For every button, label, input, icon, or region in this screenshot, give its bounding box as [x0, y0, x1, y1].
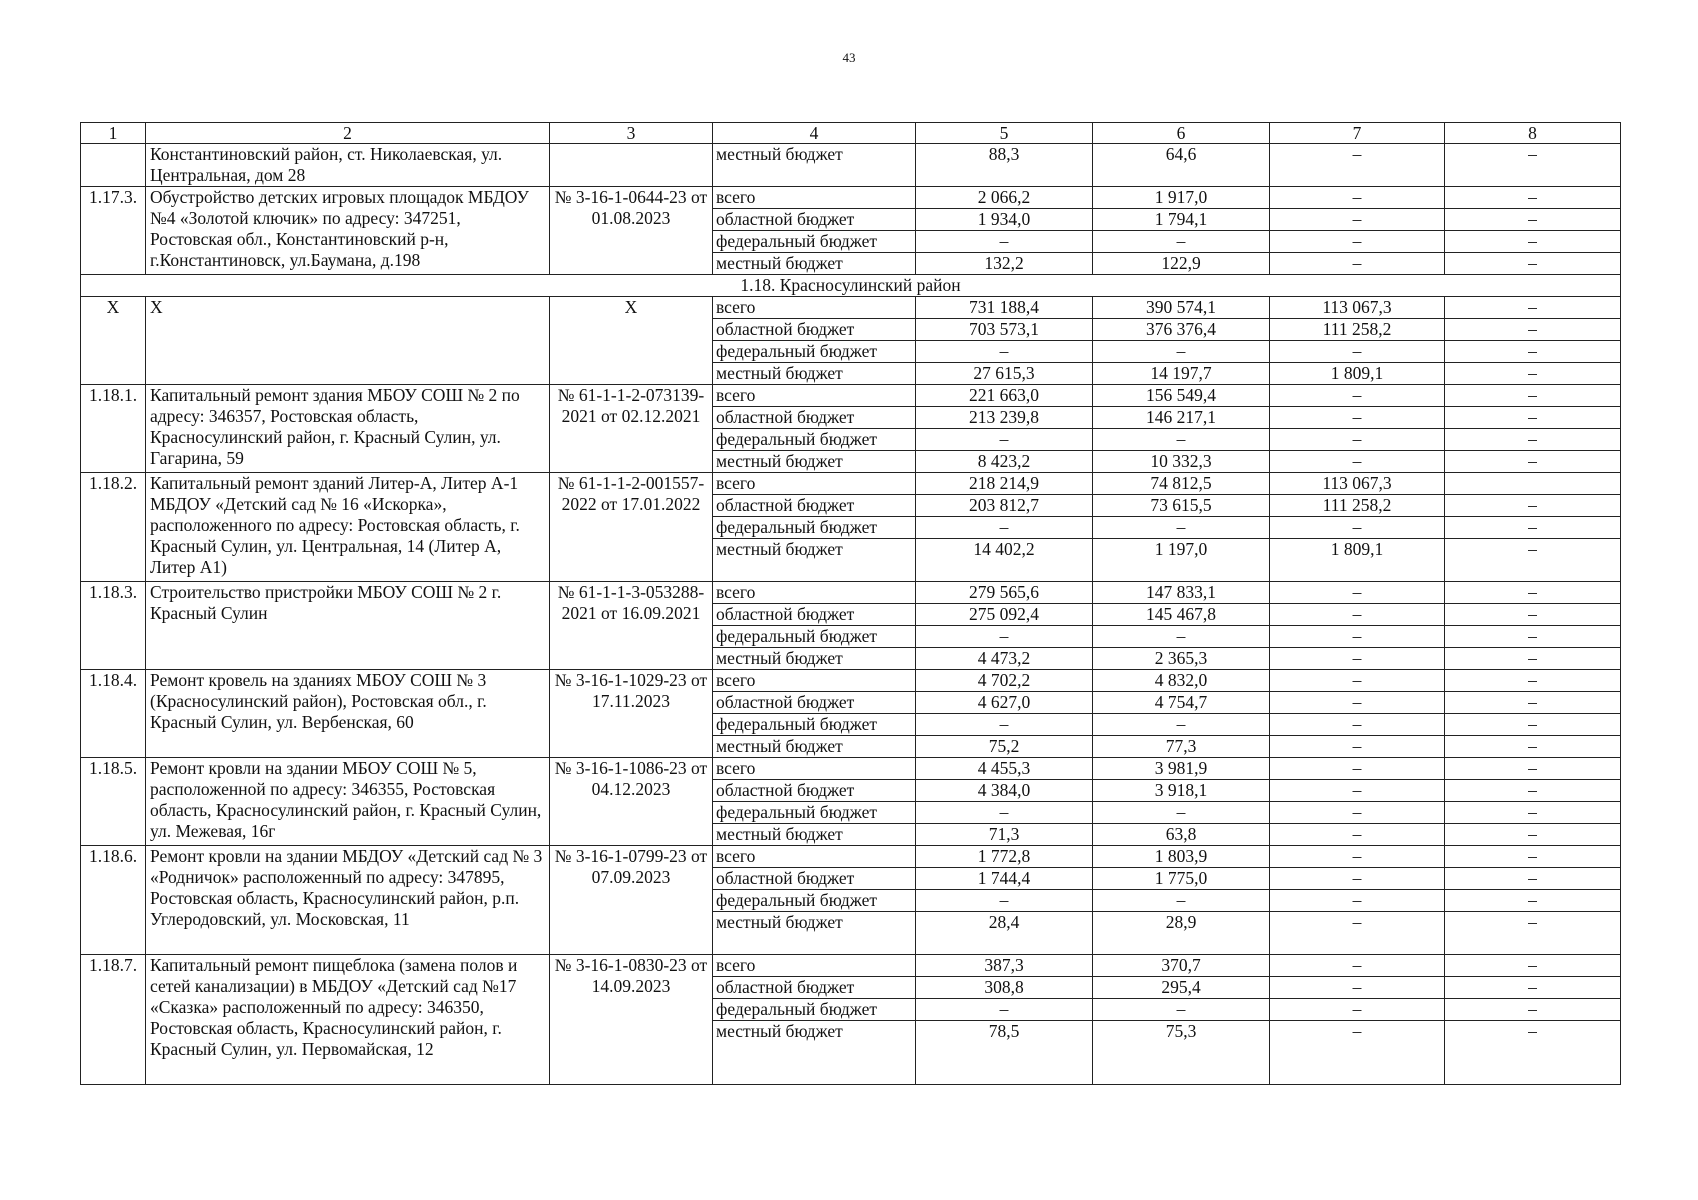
object-name-cell: Капитальный ремонт пищеблока (замена полов и сетей канализации) в МБДОУ «Детский сад №17 «Сказка» расположенный по адресу: 346350, Ростовская область, Красносулинский район, г. Красный Сулин, ул. Первомайская, 12: [146, 955, 550, 1085]
table-row: [81, 955, 1621, 977]
value-cell: –: [1445, 187, 1621, 209]
value-cell: –: [1445, 363, 1621, 385]
value-cell: –: [1270, 517, 1445, 539]
value-cell: 63,8: [1093, 824, 1270, 846]
value-cell: 1 794,1: [1093, 209, 1270, 231]
value-cell: 74 812,5: [1093, 473, 1270, 495]
value-cell: 4 473,2: [916, 648, 1093, 670]
value-cell: –: [1445, 824, 1621, 846]
fund-source-cell: местный бюджет: [713, 451, 916, 473]
value-cell: 3 981,9: [1093, 758, 1270, 780]
value-cell: 71,3: [916, 824, 1093, 846]
object-name-cell: Ремонт кровель на зданиях МБОУ СОШ № 3 (Красносулинский район), Ростовская обл., г. Красный Сулин, ул. Вербенская, 60: [146, 670, 550, 758]
value-cell: 111 258,2: [1270, 319, 1445, 341]
document-cell: № 3-16-1-0830-23 от 14.09.2023: [550, 955, 713, 1085]
value-cell: 1 775,0: [1093, 868, 1270, 890]
object-name-cell: Обустройство детских игровых площадок МБДОУ №4 «Золотой ключик» по адресу: 347251, Ростовская обл., Константиновский р-н, г.Константиновск, ул.Баумана, д.198: [146, 187, 550, 275]
fund-source-cell: федеральный бюджет: [713, 517, 916, 539]
value-cell: –: [1270, 187, 1445, 209]
value-cell: –: [1445, 407, 1621, 429]
value-cell: –: [1093, 802, 1270, 824]
value-cell: 75,3: [1093, 1021, 1270, 1085]
value-cell: –: [1445, 890, 1621, 912]
value-cell: 147 833,1: [1093, 582, 1270, 604]
fund-source-cell: федеральный бюджет: [713, 231, 916, 253]
fund-source-cell: всего: [713, 582, 916, 604]
fund-source-cell: федеральный бюджет: [713, 802, 916, 824]
value-cell: 390 574,1: [1093, 297, 1270, 319]
column-header: 7: [1270, 123, 1445, 144]
fund-source-cell: областной бюджет: [713, 780, 916, 802]
value-cell: –: [1270, 429, 1445, 451]
fund-source-cell: всего: [713, 385, 916, 407]
value-cell: –: [1445, 451, 1621, 473]
value-cell: –: [916, 999, 1093, 1021]
value-cell: –: [1093, 517, 1270, 539]
document-cell: № 61-1-1-2-073139-2021 от 02.12.2021: [550, 385, 713, 473]
document-cell: X: [550, 297, 713, 385]
item-number-cell: 1.18.7.: [81, 955, 146, 1085]
value-cell: –: [1093, 999, 1270, 1021]
value-cell: 77,3: [1093, 736, 1270, 758]
value-cell: 14 402,2: [916, 539, 1093, 582]
value-cell: 28,4: [916, 912, 1093, 955]
table-row: [81, 385, 1621, 407]
value-cell: –: [1445, 912, 1621, 955]
value-cell: –: [1270, 802, 1445, 824]
fund-source-cell: местный бюджет: [713, 144, 916, 187]
fund-source-cell: местный бюджет: [713, 363, 916, 385]
value-cell: –: [1445, 231, 1621, 253]
fund-source-cell: всего: [713, 670, 916, 692]
table-row: [81, 144, 1621, 187]
document-cell: № 3-16-1-1029-23 от 17.11.2023: [550, 670, 713, 758]
table-row: [81, 187, 1621, 209]
fund-source-cell: всего: [713, 846, 916, 868]
value-cell: 78,5: [916, 1021, 1093, 1085]
value-cell: 1 917,0: [1093, 187, 1270, 209]
value-cell: 4 702,2: [916, 670, 1093, 692]
object-name-cell: Капитальный ремонт здания МБОУ СОШ № 2 по адресу: 346357, Ростовская область, Красносулинский район, г. Красный Сулин, ул. Гагарина, 59: [146, 385, 550, 473]
value-cell: –: [1270, 714, 1445, 736]
value-cell: –: [1093, 714, 1270, 736]
fund-source-cell: федеральный бюджет: [713, 626, 916, 648]
value-cell: –: [1093, 429, 1270, 451]
value-cell: 308,8: [916, 977, 1093, 999]
column-header: 6: [1093, 123, 1270, 144]
value-cell: –: [1270, 736, 1445, 758]
value-cell: 113 067,3: [1270, 473, 1445, 495]
fund-source-cell: областной бюджет: [713, 495, 916, 517]
value-cell: –: [1270, 912, 1445, 955]
value-cell: –: [1270, 648, 1445, 670]
fund-source-cell: федеральный бюджет: [713, 714, 916, 736]
table-row: [81, 297, 1621, 319]
value-cell: 132,2: [916, 253, 1093, 275]
document-cell: № 61-1-1-2-001557-2022 от 17.01.2022: [550, 473, 713, 582]
value-cell: –: [1270, 626, 1445, 648]
value-cell: –: [1270, 144, 1445, 187]
object-name-cell: Ремонт кровли на здании МБДОУ «Детский сад № 3 «Родничок» расположенный по адресу: 347895, Ростовская область, Красносулинский район, р.п. Углеродовский, ул. Московская, 11: [146, 846, 550, 955]
value-cell: 213 239,8: [916, 407, 1093, 429]
fund-source-cell: местный бюджет: [713, 824, 916, 846]
table-body: [81, 123, 1621, 1085]
item-number-cell: 1.18.5.: [81, 758, 146, 846]
value-cell: 4 384,0: [916, 780, 1093, 802]
fund-source-cell: местный бюджет: [713, 1021, 916, 1085]
value-cell: 4 455,3: [916, 758, 1093, 780]
value-cell: 1 809,1: [1270, 539, 1445, 582]
column-header: 1: [81, 123, 146, 144]
value-cell: –: [1445, 144, 1621, 187]
value-cell: 279 565,6: [916, 582, 1093, 604]
value-cell: –: [1445, 582, 1621, 604]
value-cell: –: [916, 802, 1093, 824]
value-cell: –: [916, 517, 1093, 539]
value-cell: 1 197,0: [1093, 539, 1270, 582]
object-name-cell: X: [146, 297, 550, 385]
value-cell: 387,3: [916, 955, 1093, 977]
fund-source-cell: областной бюджет: [713, 604, 916, 626]
value-cell: –: [1445, 736, 1621, 758]
value-cell: –: [916, 626, 1093, 648]
value-cell: 122,9: [1093, 253, 1270, 275]
value-cell: –: [1270, 758, 1445, 780]
value-cell: 1 772,8: [916, 846, 1093, 868]
object-name-cell: Константиновский район, ст. Николаевская, ул. Центральная, дом 28: [146, 144, 550, 187]
value-cell: 370,7: [1093, 955, 1270, 977]
value-cell: –: [1270, 846, 1445, 868]
value-cell: –: [1093, 890, 1270, 912]
value-cell: –: [1270, 341, 1445, 363]
value-cell: 376 376,4: [1093, 319, 1270, 341]
value-cell: 295,4: [1093, 977, 1270, 999]
section-header-row: [81, 275, 1621, 297]
value-cell: –: [1445, 955, 1621, 977]
fund-source-cell: всего: [713, 187, 916, 209]
column-header: 8: [1445, 123, 1621, 144]
value-cell: –: [1445, 780, 1621, 802]
value-cell: –: [1445, 319, 1621, 341]
value-cell: –: [1093, 341, 1270, 363]
value-cell: –: [1445, 297, 1621, 319]
value-cell: –: [1445, 539, 1621, 582]
value-cell: –: [1445, 517, 1621, 539]
value-cell: 88,3: [916, 144, 1093, 187]
value-cell: 27 615,3: [916, 363, 1093, 385]
value-cell: –: [1445, 648, 1621, 670]
object-name-cell: Капитальный ремонт зданий Литер-А, Литер А-1 МБДОУ «Детский сад № 16 «Искорка», расположенного по адресу: Ростовская область, г. Красный Сулин, ул. Центральная, 14 (Литер А, Литер А1): [146, 473, 550, 582]
item-number-cell: 1.18.6.: [81, 846, 146, 955]
value-cell: –: [1270, 209, 1445, 231]
value-cell: –: [916, 890, 1093, 912]
item-number-cell: 1.18.1.: [81, 385, 146, 473]
value-cell: –: [1445, 253, 1621, 275]
value-cell: –: [916, 429, 1093, 451]
value-cell: –: [1270, 253, 1445, 275]
value-cell: 218 214,9: [916, 473, 1093, 495]
value-cell: 4 754,7: [1093, 692, 1270, 714]
value-cell: –: [916, 341, 1093, 363]
value-cell: –: [1270, 407, 1445, 429]
document-cell: № 61-1-1-3-053288-2021 от 16.09.2021: [550, 582, 713, 670]
value-cell: 731 188,4: [916, 297, 1093, 319]
value-cell: –: [1270, 977, 1445, 999]
value-cell: 4 627,0: [916, 692, 1093, 714]
value-cell: 203 812,7: [916, 495, 1093, 517]
value-cell: –: [1445, 977, 1621, 999]
table-row: [81, 670, 1621, 692]
value-cell: –: [1270, 999, 1445, 1021]
value-cell: –: [1445, 1021, 1621, 1085]
value-cell: 28,9: [1093, 912, 1270, 955]
fund-source-cell: областной бюджет: [713, 692, 916, 714]
value-cell: –: [1445, 385, 1621, 407]
object-name-cell: Строительство пристройки МБОУ СОШ № 2 г. Красный Сулин: [146, 582, 550, 670]
value-cell: 75,2: [916, 736, 1093, 758]
item-number-cell: [81, 144, 146, 187]
value-cell: 145 467,8: [1093, 604, 1270, 626]
table-row: [81, 473, 1621, 495]
column-header: 4: [713, 123, 916, 144]
value-cell: –: [1445, 714, 1621, 736]
fund-source-cell: местный бюджет: [713, 253, 916, 275]
fund-source-cell: федеральный бюджет: [713, 429, 916, 451]
value-cell: 221 663,0: [916, 385, 1093, 407]
fund-source-cell: областной бюджет: [713, 868, 916, 890]
value-cell: 703 573,1: [916, 319, 1093, 341]
fund-source-cell: областной бюджет: [713, 407, 916, 429]
value-cell: –: [1445, 626, 1621, 648]
value-cell: 2 365,3: [1093, 648, 1270, 670]
section-title: 1.18. Красносулинский район: [81, 275, 1621, 297]
column-header: 5: [916, 123, 1093, 144]
item-number-cell: 1.18.3.: [81, 582, 146, 670]
value-cell: 111 258,2: [1270, 495, 1445, 517]
value-cell: –: [1270, 780, 1445, 802]
value-cell: –: [1445, 846, 1621, 868]
value-cell: 146 217,1: [1093, 407, 1270, 429]
value-cell: –: [1445, 495, 1621, 517]
value-cell: –: [1270, 1021, 1445, 1085]
value-cell: –: [1270, 824, 1445, 846]
fund-source-cell: областной бюджет: [713, 209, 916, 231]
value-cell: –: [1270, 582, 1445, 604]
value-cell: –: [916, 714, 1093, 736]
value-cell: –: [1270, 231, 1445, 253]
document-cell: № 3-16-1-1086-23 от 04.12.2023: [550, 758, 713, 846]
column-header: 2: [146, 123, 550, 144]
item-number-cell: 1.17.3.: [81, 187, 146, 275]
value-cell: 113 067,3: [1270, 297, 1445, 319]
value-cell: 10 332,3: [1093, 451, 1270, 473]
value-cell: –: [916, 231, 1093, 253]
value-cell: –: [1445, 999, 1621, 1021]
value-cell: 275 092,4: [916, 604, 1093, 626]
fund-source-cell: местный бюджет: [713, 912, 916, 955]
value-cell: –: [1270, 890, 1445, 912]
fund-source-cell: федеральный бюджет: [713, 341, 916, 363]
value-cell: –: [1270, 955, 1445, 977]
value-cell: –: [1270, 692, 1445, 714]
fund-source-cell: местный бюджет: [713, 736, 916, 758]
table-row: [81, 758, 1621, 780]
column-header: 3: [550, 123, 713, 144]
item-number-cell: 1.18.2.: [81, 473, 146, 582]
value-cell: –: [1270, 868, 1445, 890]
table-row: [81, 582, 1621, 604]
document-cell: № 3-16-1-0644-23 от 01.08.2023: [550, 187, 713, 275]
value-cell: 1 803,9: [1093, 846, 1270, 868]
value-cell: –: [1445, 604, 1621, 626]
table-row: [81, 846, 1621, 868]
fund-source-cell: всего: [713, 955, 916, 977]
fund-source-cell: областной бюджет: [713, 319, 916, 341]
fund-source-cell: федеральный бюджет: [713, 890, 916, 912]
value-cell: –: [1445, 341, 1621, 363]
value-cell: –: [1093, 626, 1270, 648]
value-cell: –: [1445, 670, 1621, 692]
value-cell: 8 423,2: [916, 451, 1093, 473]
value-cell: –: [1270, 670, 1445, 692]
fund-source-cell: федеральный бюджет: [713, 999, 916, 1021]
value-cell: 1 809,1: [1270, 363, 1445, 385]
value-cell: –: [1445, 802, 1621, 824]
document-cell: [550, 144, 713, 187]
document-cell: № 3-16-1-0799-23 от 07.09.2023: [550, 846, 713, 955]
fund-source-cell: всего: [713, 297, 916, 319]
value-cell: 3 918,1: [1093, 780, 1270, 802]
value-cell: 4 832,0: [1093, 670, 1270, 692]
fund-source-cell: всего: [713, 473, 916, 495]
value-cell: –: [1445, 758, 1621, 780]
item-number-cell: X: [81, 297, 146, 385]
value-cell: 1 934,0: [916, 209, 1093, 231]
value-cell: [1445, 473, 1621, 495]
value-cell: 1 744,4: [916, 868, 1093, 890]
value-cell: –: [1445, 209, 1621, 231]
value-cell: 64,6: [1093, 144, 1270, 187]
budget-table: [80, 122, 1621, 1085]
value-cell: –: [1445, 692, 1621, 714]
value-cell: –: [1445, 429, 1621, 451]
value-cell: 14 197,7: [1093, 363, 1270, 385]
value-cell: –: [1270, 451, 1445, 473]
fund-source-cell: местный бюджет: [713, 539, 916, 582]
value-cell: –: [1270, 604, 1445, 626]
value-cell: –: [1445, 868, 1621, 890]
fund-source-cell: местный бюджет: [713, 648, 916, 670]
value-cell: –: [1093, 231, 1270, 253]
value-cell: 156 549,4: [1093, 385, 1270, 407]
fund-source-cell: всего: [713, 758, 916, 780]
value-cell: 73 615,5: [1093, 495, 1270, 517]
value-cell: 2 066,2: [916, 187, 1093, 209]
object-name-cell: Ремонт кровли на здании МБОУ СОШ № 5, расположенной по адресу: 346355, Ростовская область, Красносулинский район, г. Красный Сулин, ул. Межевая, 16г: [146, 758, 550, 846]
item-number-cell: 1.18.4.: [81, 670, 146, 758]
page-number: 43: [842, 50, 856, 65]
column-number-row: [81, 123, 1621, 144]
fund-source-cell: областной бюджет: [713, 977, 916, 999]
value-cell: –: [1270, 385, 1445, 407]
